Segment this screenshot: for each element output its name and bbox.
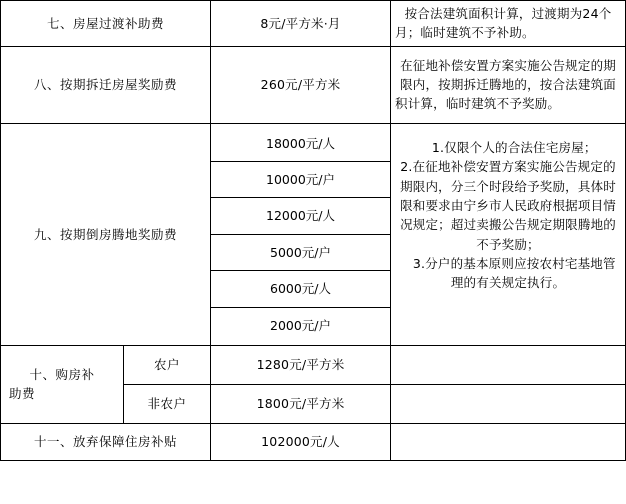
row-item-label — [1, 345, 124, 423]
row-note — [391, 384, 626, 423]
table-row — [1, 1, 626, 47]
row-amount: 10000元/户 — [211, 162, 390, 198]
row-amount: 18000元/人 — [211, 126, 390, 162]
row-note: 按合法建筑面积计算，过渡期为24个月；临时建筑不予补助。 — [391, 1, 626, 47]
row-item-label: 十一、放弃保障住房补贴 — [1, 423, 211, 460]
row-amount-group — [211, 123, 391, 345]
row-amount: 5000元/户 — [211, 235, 390, 271]
row-note: 在征地补偿安置方案实施公告规定的期限内，按期拆迁腾地的，按合法建筑面积计算，临时建筑不予奖励。 — [391, 46, 626, 123]
row-item-label: 九、按期倒房腾地奖励费 — [1, 123, 211, 345]
row-note-group — [391, 123, 626, 345]
row-note — [391, 423, 626, 460]
row-amount: 260元/平方米 — [211, 46, 391, 123]
row-note-line: 1.仅限个人的合法住宅房屋； — [431, 139, 597, 155]
table-row — [1, 46, 626, 123]
row-note-line: 2.在征地补偿安置方案实施公告规定的期限内，分三个时段给予奖励，具体时限和要求由宁乡市人民政府根据项目情况规定；超过卖搬公告规定期限腾地的不予奖励； — [400, 159, 616, 252]
table-row — [1, 423, 626, 460]
row-item-label-line1: 十、购房补 — [29, 366, 95, 382]
row-subitem-label: 非农户 — [124, 384, 211, 423]
row-amount: 8元/平方米·月 — [211, 1, 391, 47]
row-note-line: 3.分户的基本原则应按农村宅基地管理的有关规定执行。 — [412, 256, 616, 291]
row-amount: 6000元/人 — [211, 271, 390, 307]
row-amount: 2000元/户 — [270, 317, 332, 333]
row-item-label: 八、按期拆迁房屋奖励费 — [1, 46, 211, 123]
row-subitem-label: 农户 — [124, 345, 211, 384]
table-row — [1, 123, 626, 345]
row-note — [391, 345, 626, 384]
row-amount: 1280元/平方米 — [211, 345, 391, 384]
row-amount: 102000元/人 — [211, 423, 391, 460]
row-item-label-line2: 助费 — [9, 386, 36, 402]
row-amount: 1800元/平方米 — [211, 384, 391, 423]
row-item-label: 七、房屋过渡补助费 — [1, 1, 211, 47]
table-row — [1, 345, 626, 384]
row-amount: 12000元/人 — [211, 198, 390, 234]
